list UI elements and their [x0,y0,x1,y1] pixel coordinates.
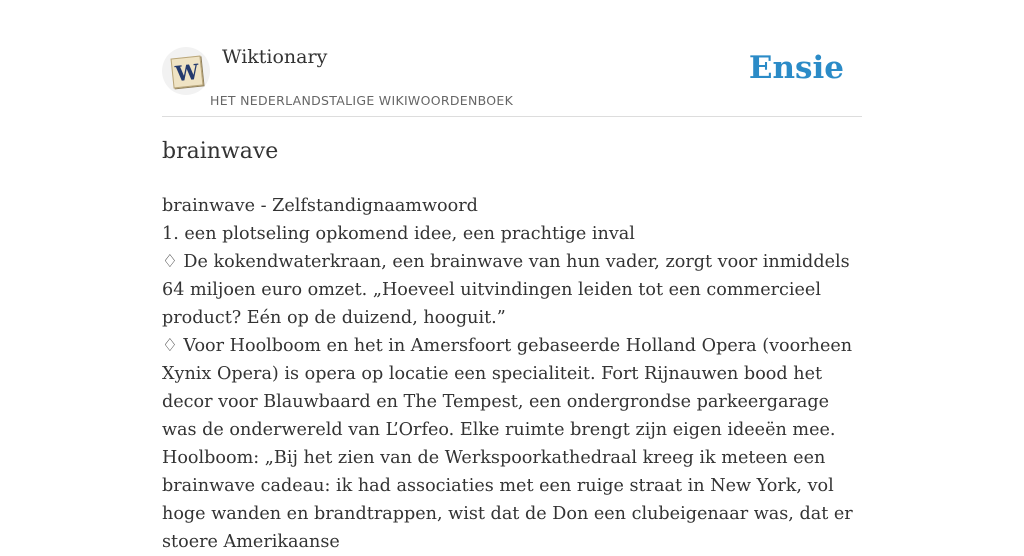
wiktionary-logo[interactable] [162,47,210,95]
definition: 1. een plotseling opkomend idee, een prachtige inval [162,224,635,244]
wiktionary-logo-icon: W [171,56,204,89]
part-of-speech-line: brainwave - Zelfstandignaamwoord [162,196,478,216]
site-header [162,44,862,117]
site-name[interactable]: Wiktionary [222,46,328,68]
ensie-brand-logo[interactable]: Ensie [748,50,844,86]
entry-content [162,192,862,556]
page-title: brainwave [162,139,279,164]
example-sentence: ♢ De kokendwaterkraan, een brainwave van hun vader, zorgt voor inmiddels 64 miljoen euro omzet. „Hoeveel uitvindingen leiden tot een commercieel product? Eén op de duizend, hooguit.” [162,252,850,328]
example-sentence: ♢ Voor Hoolboom en het in Amersfoort gebaseerde Holland Opera (voorheen Xynix Opera) is opera op locatie een specialiteit. Fort Rijnauwen bood het decor voor Blauwbaard en The Tempest, een ondergrondse parkeergarage was de onderwereld van L’Orfeo. Elke ruimte brengt zijn eigen ideeën mee. Hoolboom: „Bij het zien van de Werkspoorkathedraal kreeg ik meteen een brainwave cadeau: ik had associaties met een ruige straat in New York, vol hoge wanden en brandtrappen, wist dat de Don een clubeigenaar was, dat er stoere Amerikaanse [162,336,853,552]
site-tagline: HET NEDERLANDSTALIGE WIKIWOORDENBOEK [210,93,514,108]
